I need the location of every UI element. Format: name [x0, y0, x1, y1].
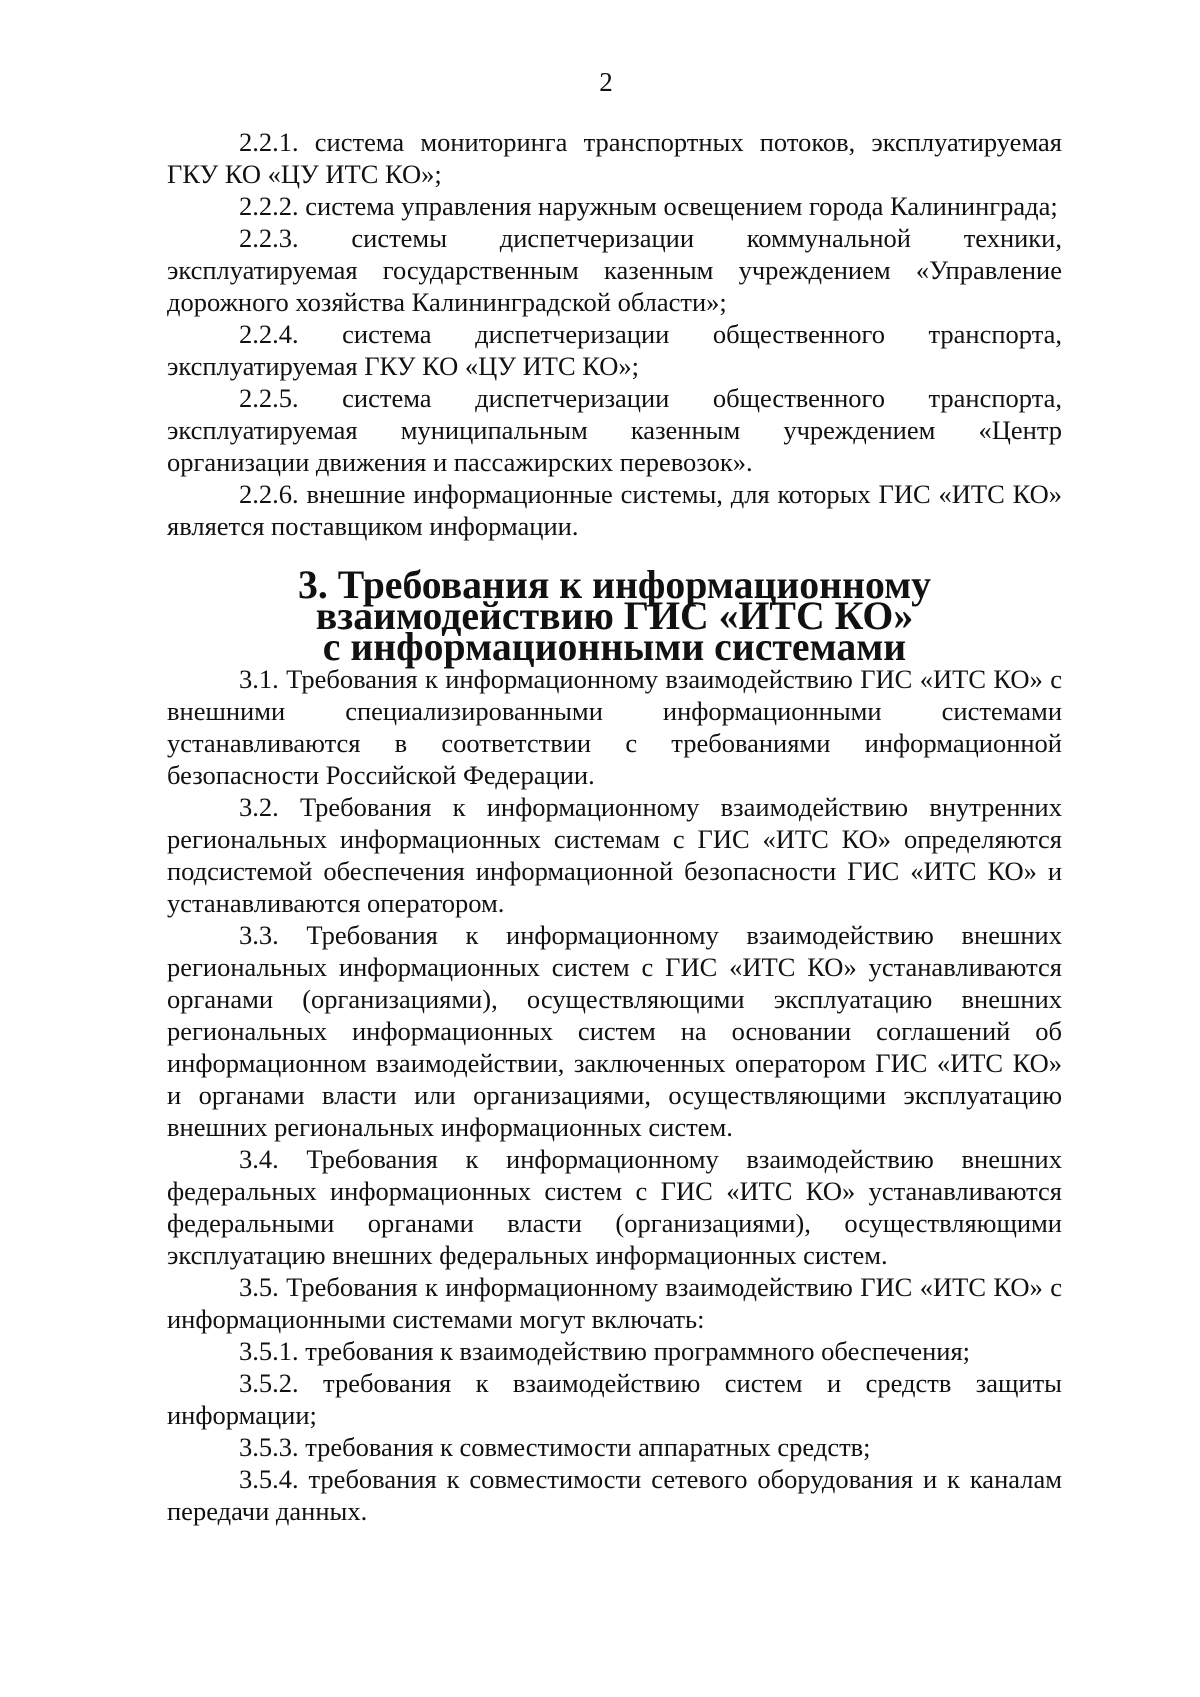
item-2-2-5: 2.2.5. система диспетчеризации общественного транспорта, эксплуатируемая муниципальным казенным учреждением «Центр организации движения и пассажирских перевозок». [167, 383, 1062, 477]
page-number: 2 [599, 67, 613, 97]
section-3-heading [167, 563, 1062, 669]
item-3-2: 3.2. Требования к информационному взаимодействию внутренних региональных информационных системам с ГИС «ИТС КО» определяются подсистемой обеспечения информационной безопасности ГИС «ИТС КО» и устанавливаются оператором. [167, 792, 1062, 918]
section-3-heading-line1: 3. Требования к информационному взаимодействию ГИС «ИТС КО» [297, 563, 932, 638]
item-2-2-3: 2.2.3. системы диспетчеризации коммунальной техники, эксплуатируемая государственным казенным учреждением «Управление дорожного хозяйства Калининградской области»; [167, 223, 1062, 317]
item-3-5-4: 3.5.4. требования к совместимости сетевого оборудования и к каналам передачи данных. [167, 1464, 1062, 1526]
item-2-2-6: 2.2.6. внешние информационные системы, для которых ГИС «ИТС КО» является поставщиком информации. [167, 479, 1062, 541]
item-2-2-4: 2.2.4. система диспетчеризации общественного транспорта, эксплуатируемая ГКУ КО «ЦУ ИТС КО»; [167, 319, 1062, 381]
item-3-5-2: 3.5.2. требования к взаимодействию систем и средств защиты информации; [167, 1368, 1062, 1430]
item-2-2-2: 2.2.2. система управления наружным освещением города Калининграда; [239, 191, 1058, 221]
item-3-3: 3.3. Требования к информационному взаимодействию внешних региональных информационных систем с ГИС «ИТС КО» устанавливаются органами (организациями), осуществляющими эксплуатацию внешних региональных информационных систем на основании соглашений об информационном взаимодействии, заключенных оператором ГИС «ИТС КО» и органами власти или организациями, осуществляющими эксплуатацию внешних региональных информационных систем. [167, 920, 1062, 1142]
document-body [167, 126, 1062, 1527]
item-3-4: 3.4. Требования к информационному взаимодействию внешних федеральных информационных систем с ГИС «ИТС КО» устанавливаются федеральными органами власти (организациями), осуществляющими эксплуатацию внешних федеральных информационных систем. [167, 1144, 1062, 1270]
item-3-5-3: 3.5.3. требования к совместимости аппаратных средств; [239, 1432, 871, 1462]
section-3-heading-line2: с информационными системами [322, 625, 907, 669]
item-3-5: 3.5. Требования к информационному взаимодействию ГИС «ИТС КО» с информационными системами могут включать: [167, 1272, 1062, 1334]
item-3-1: 3.1. Требования к информационному взаимодействию ГИС «ИТС КО» с внешними специализированными информационными системами устанавливаются в соответствии с требованиями информационной безопасности Российской Федерации. [167, 664, 1062, 790]
item-2-2-1: 2.2.1. система мониторинга транспортных потоков, эксплуатируемая ГКУ КО «ЦУ ИТС КО»; [167, 127, 1062, 189]
item-3-5-1: 3.5.1. требования к взаимодействию программного обеспечения; [239, 1336, 971, 1366]
